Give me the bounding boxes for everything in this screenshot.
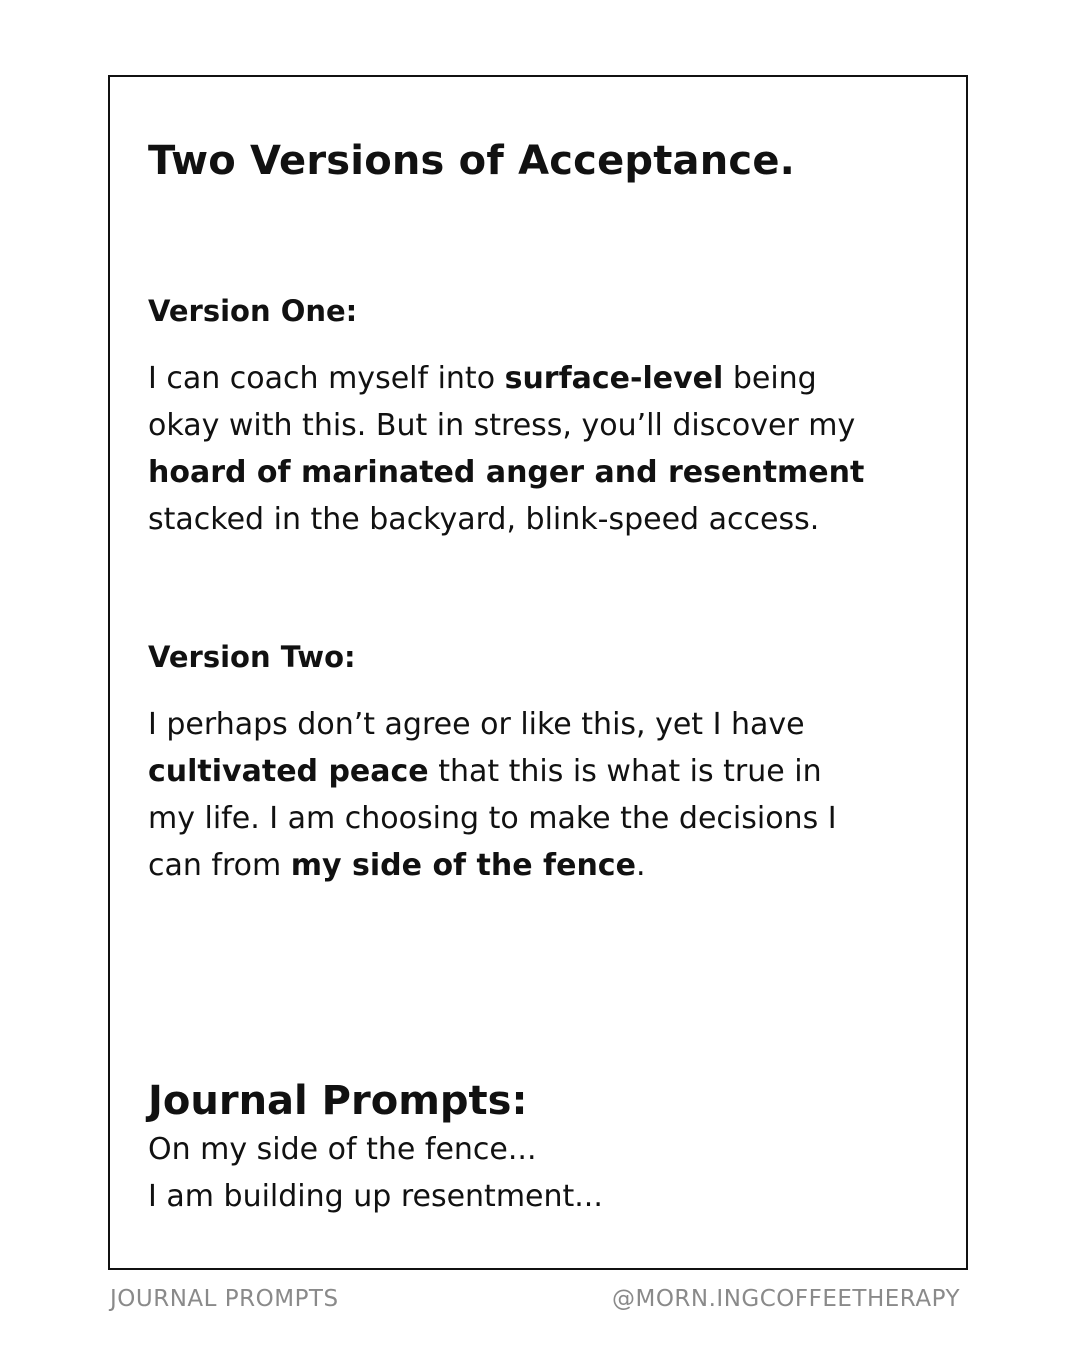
text-segment: I perhaps don’t agree or like this, yet I have [148, 707, 805, 742]
emphasis-segment: my side of the fence [290, 848, 636, 883]
emphasis-segment: surface-level [504, 361, 724, 396]
emphasis-segment: cultivated peace [148, 754, 429, 789]
text-segment: stacked in the backyard, blink-speed access. [148, 502, 820, 537]
text-segment: . [635, 848, 646, 883]
journal-prompts-heading: Journal Prompts: [148, 1078, 528, 1124]
text-segment: I can coach myself into [148, 361, 505, 396]
version-one-text [148, 355, 868, 543]
version-one-heading: Version One: [148, 294, 358, 328]
emphasis-segment: hoard of marinated anger and resentment [148, 455, 865, 490]
journal-prompt-item: I am building up resentment... [148, 1179, 603, 1214]
journal-prompt-item: On my side of the fence... [148, 1132, 537, 1167]
version-two-text [148, 701, 868, 889]
footer-handle: @MORN.INGCOFFEETHERAPY [611, 1286, 960, 1312]
text-segment: that this is what is true in my life. I am choosing to make the decisions I can from [148, 754, 837, 883]
page-title: Two Versions of Acceptance. [148, 138, 796, 184]
text-segment: being okay with this. But in stress, you’ll discover my [148, 361, 856, 443]
footer-label: JOURNAL PROMPTS [110, 1286, 339, 1312]
version-two-heading: Version Two: [148, 640, 356, 674]
